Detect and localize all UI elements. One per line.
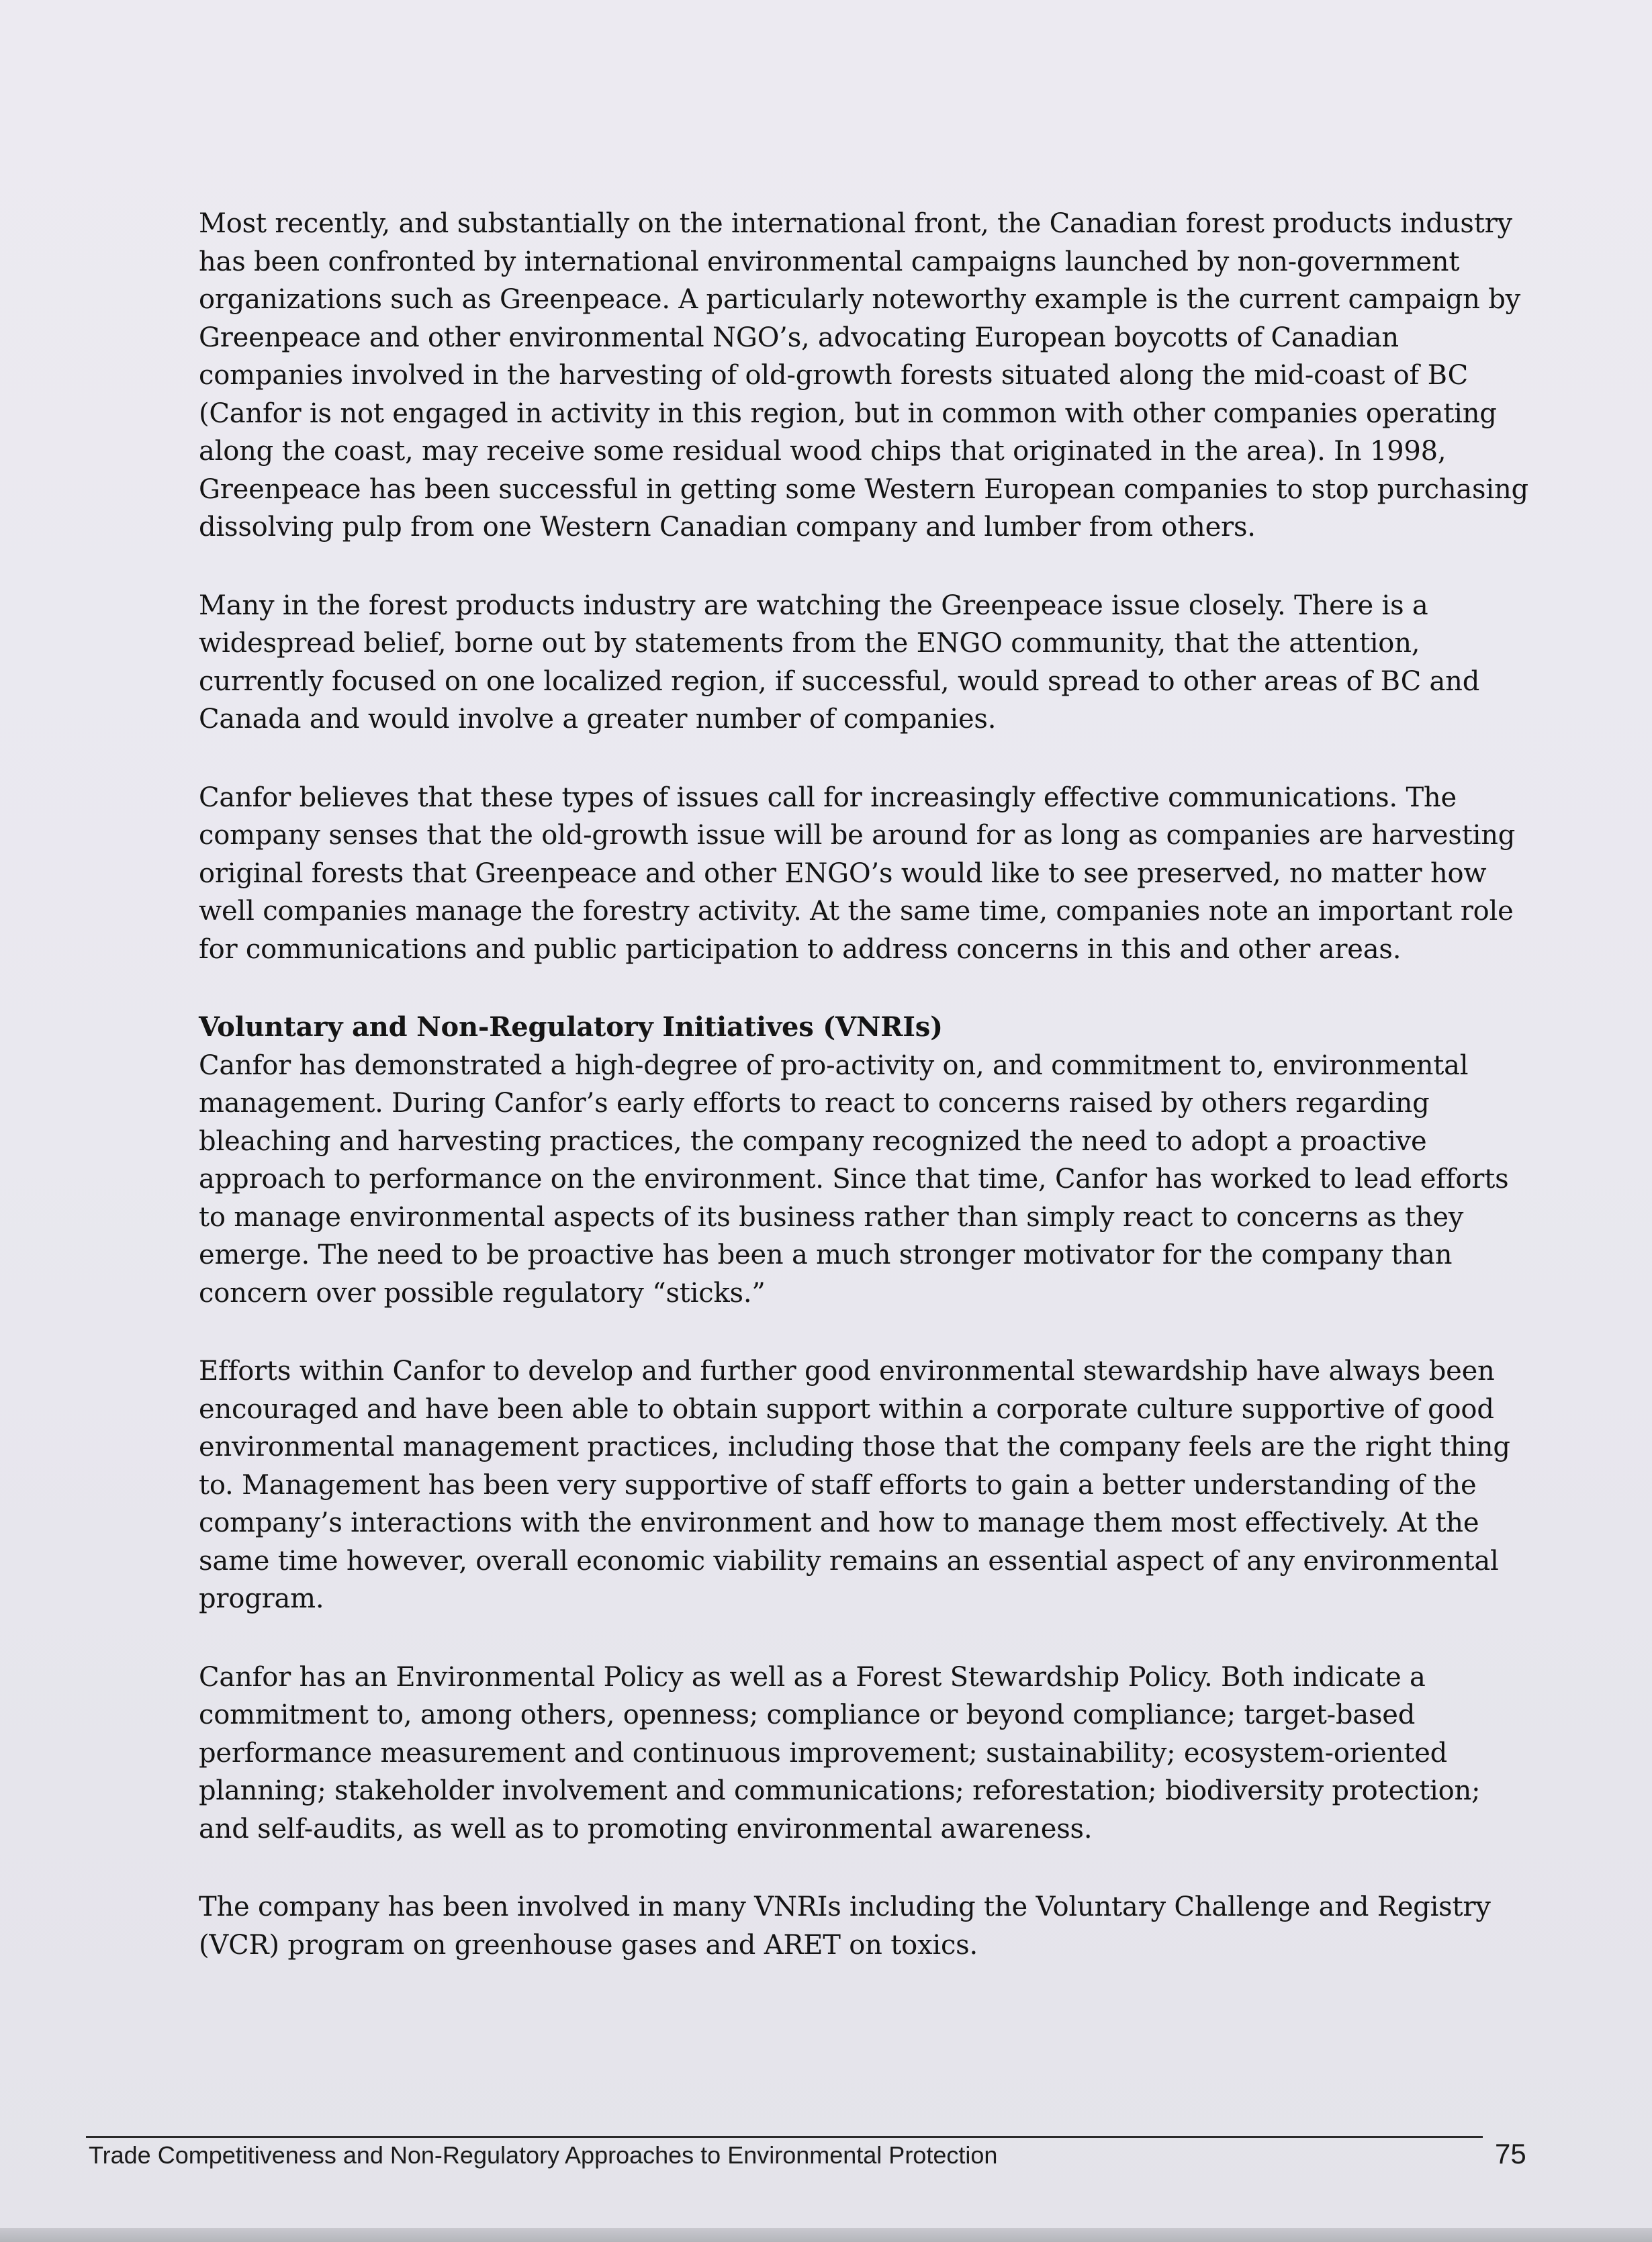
footer-title: Trade Competitiveness and Non-Regulatory Approaches to Environmental Protection xyxy=(89,2141,998,2169)
paragraph-international-campaigns: Most recently, and substantially on the international front, the Canadian forest products industry has been confronted by international environmental campaigns launched by non-government organizations such as Greenpeace. A particularly noteworthy example is the current campaign by Greenpeace and other environmental NGO’s, advocating European boycotts of Canadian companies involved in the harvesting of old-growth forests situated along the mid-coast of BC (Canfor is not engaged in activity in this region, but in common with other companies operating along the coast, may receive some residual wood chips that originated in the area). In 1998, Greenpeace has been successful in getting some Western European companies to stop purchasing dissolving pulp from one Western Canadian company and lumber from others. xyxy=(199,208,1528,543)
paragraph-vnri-programs: The company has been involved in many VNRIs including the Voluntary Challenge and Registry (VCR) program on greenhouse gases and ARET on toxics. xyxy=(199,1891,1491,1961)
paragraph-proactivity: Canfor has demonstrated a high-degree of pro-activity on, and commitment to, environmental management. During Canfor’s early efforts to react to concerns raised by others regarding bleaching and harvesting practices, the company recognized the need to adopt a proactive approach to performance on the environment. Since that time, Canfor has worked to lead efforts to manage environmental aspects of its business rather than simply react to concerns as they emerge. The need to be proactive has been a much stronger motivator for the company than concern over possible regulatory “sticks.” xyxy=(199,1049,1509,1309)
paragraph-policies: Canfor has an Environmental Policy as well as a Forest Stewardship Policy. Both indicate a commitment to, among others, openness; compliance or beyond compliance; target-based performance measurement and continuous improvement; sustainability; ecosystem-oriented planning; stakeholder involvement and communications; reforestation; biodiversity protection; and self-audits, as well as to promoting environmental awareness. xyxy=(199,1661,1481,1844)
page-number: 75 xyxy=(1495,2138,1526,2169)
paragraph-communications: Canfor believes that these types of issues call for increasingly effective communications. The company senses that the old-growth issue will be around for as long as companies are harvesting original forests that Greenpeace and other ENGO’s would like to see preserved, no matter how well companies manage the forestry activity. At the same time, companies note an important role for communications and public participation to address concerns in this and other areas. xyxy=(199,782,1516,965)
paragraph-stewardship: Efforts within Canfor to develop and further good environmental stewardship have always been encouraged and have been able to obtain support within a corporate culture supportive of good environmental management practices, including those that the company feels are the right thing to. Management has been very supportive of staff efforts to gain a better understanding of the company’s interactions with the environment and how to manage them most effectively. At the same time however, overall economic viability remains an essential aspect of any environmental program. xyxy=(199,1356,1510,1614)
page-bottom-edge xyxy=(0,2228,1652,2242)
paragraph-greenpeace-issue: Many in the forest products industry are watching the Greenpeace issue closely. There is a widespread belief, borne out by statements from the ENGO community, that the attention, currently focused on one localized region, if successful, would spread to other areas of BC and Canada and would involve a greater number of companies. xyxy=(199,590,1480,735)
footer-divider xyxy=(86,2136,1483,2138)
document-body xyxy=(199,205,1535,2004)
section-heading-vnris: Voluntary and Non-Regulatory Initiatives (VNRIs) xyxy=(199,1011,943,1043)
